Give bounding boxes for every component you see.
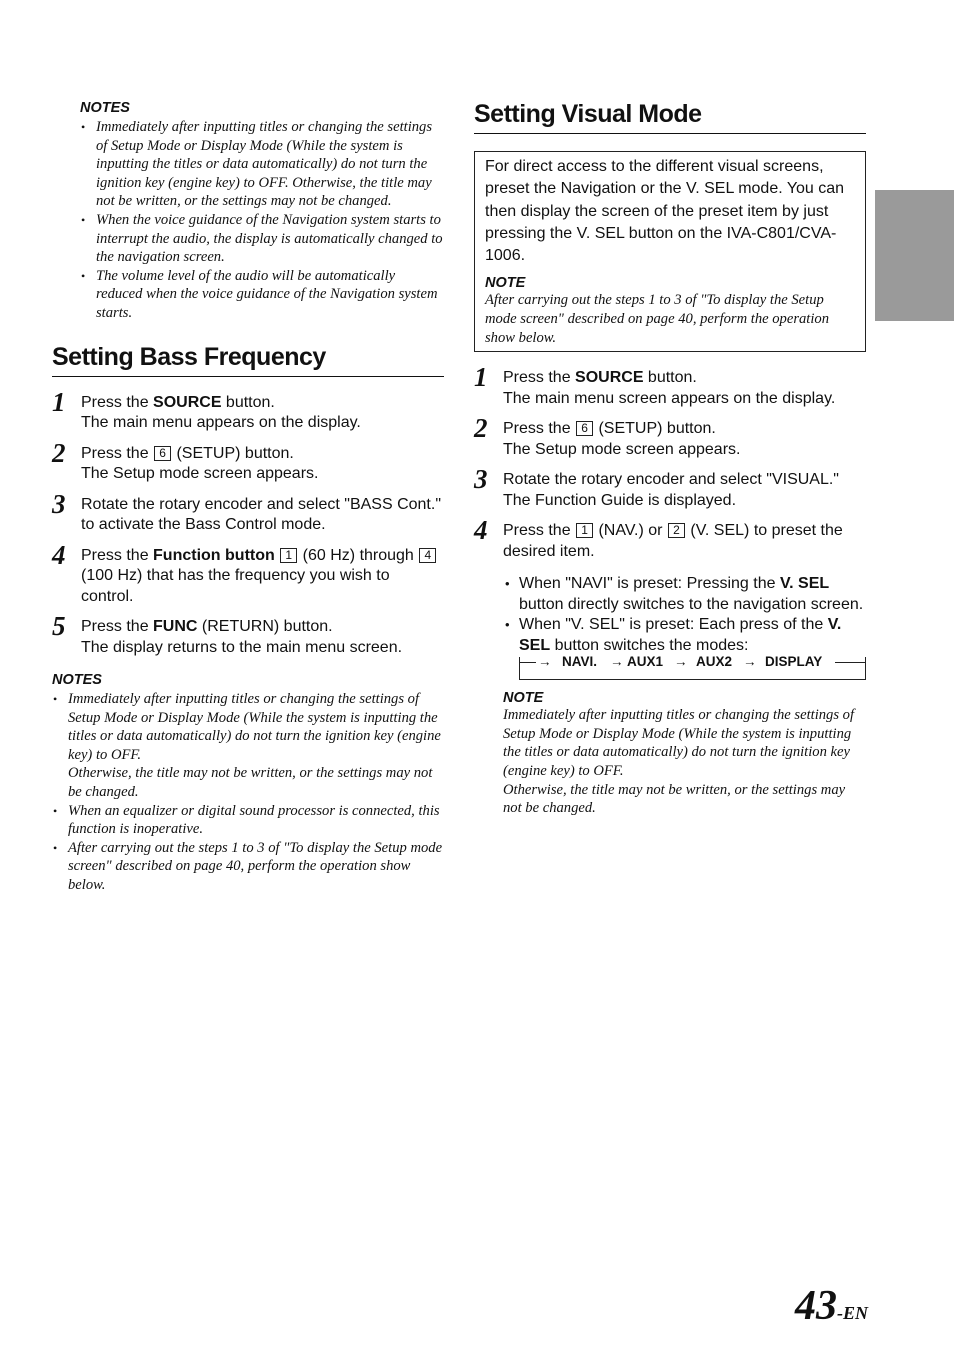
bass-steps: [52, 386, 444, 659]
step-text: Press the: [503, 420, 576, 438]
page-number: [795, 1282, 868, 1330]
note-body: [503, 706, 866, 818]
note-item: • The volume level of the audio will be automatically reduced when the voice guidance of the Navigation system starts.: [80, 267, 444, 323]
mode-flow-diagram: [519, 654, 866, 680]
step-number: 4: [474, 515, 488, 546]
box-note-body: After carrying out the steps 1 to 3 of "To display the Setup mode screen" described on page 40, perform the operation show below.: [485, 292, 830, 346]
flow-item: DISPLAY: [765, 654, 823, 670]
bullet-text: When "NAVI" is preset: Pressing the: [519, 575, 780, 593]
step-text: Press the: [503, 369, 576, 387]
flow-item: AUX1: [627, 654, 664, 670]
step-bold: SOURCE: [153, 393, 222, 411]
step-bold: Function button: [153, 546, 275, 564]
page-suffix: -EN: [837, 1303, 868, 1323]
arrow-right-icon: →: [538, 654, 552, 670]
step-text: Press the: [81, 618, 154, 636]
note-text: Immediately after inputting titles or changing the settings of Setup Mode or Display Mode (While the system is inputting the titles or data automatically) do not turn the ignition key (engine key) to OFF.: [503, 707, 855, 780]
flow-item: AUX2: [696, 654, 733, 670]
step-number: 2: [474, 413, 488, 444]
bottom-notes: [52, 672, 444, 895]
step-number: 4: [52, 539, 66, 570]
step-text: Rotate the rotary encoder and select "BASS Cont." to activate the Bass Control mode.: [81, 495, 441, 534]
arrow-right-icon: →: [743, 654, 757, 670]
step-text: (SETUP) button.: [594, 420, 716, 438]
step-bold: SOURCE: [575, 369, 644, 387]
step-text: Press the: [81, 546, 154, 564]
note-text: Otherwise, the title may not be written, or the settings may not be changed.: [68, 765, 433, 800]
step-result: The main menu screen appears on the display.: [503, 389, 836, 407]
step-3: [52, 488, 444, 536]
step-text: Press the: [503, 522, 576, 540]
note-text: Immediately after inputting titles or changing the settings of Setup Mode or Display Mode (While the system is inputting the titles or data automatically) do not turn the ignition key (engine key) to OFF.: [68, 691, 441, 763]
flow-line: [835, 662, 865, 663]
note-item: • After carrying out the steps 1 to 3 of "To display the Setup mode screen" described on page 40, perform the operation show below.: [52, 839, 444, 895]
bullet-bold: V. SEL: [779, 575, 830, 593]
step-4: [474, 515, 866, 562]
notes-title: NOTES: [80, 100, 130, 116]
step-text: (RETURN) button.: [197, 618, 333, 636]
note-item: • When an equalizer or digital sound processor is connected, this function is inoperative.: [52, 802, 444, 839]
step-number: 3: [52, 488, 66, 519]
step-5: [52, 611, 444, 658]
note-item: [52, 690, 444, 802]
intro-text: For direct access to the different visual screens, preset the Navigation or the V. SEL mode. You can then display the screen of the preset item by just pressing the V. SEL button on the IVA-C801/CVA-1006.: [485, 158, 845, 265]
step-3: [474, 464, 866, 511]
arrow-right-icon: →: [674, 654, 688, 670]
bottom-note: [503, 690, 866, 818]
step-bold: FUNC: [153, 618, 198, 636]
key-2-icon: 2: [668, 523, 685, 538]
step-text: button.: [221, 393, 275, 411]
step-1: [474, 362, 866, 409]
bullet-vsel: [503, 615, 866, 656]
bullet-navi: [503, 574, 866, 615]
visual-steps: [474, 362, 866, 562]
section-heading-bass: Setting Bass Frequency: [52, 343, 444, 377]
bullet-text: button switches the modes:: [550, 636, 749, 654]
preset-bullets: [474, 574, 866, 656]
step-result: The display returns to the main menu screen.: [81, 638, 403, 656]
note-title: NOTE: [503, 690, 544, 707]
key-4-icon: 4: [419, 548, 436, 563]
note-item: • Immediately after inputting titles or changing the settings of Setup Mode or Display Mode (While the system is inputting the titles or data automatically) do not turn the ignition key (engine key) to OFF. Otherwise, the title may not be written, or the settings may not be changed.: [80, 118, 444, 211]
step-number: 1: [474, 362, 488, 393]
step-number: 3: [474, 464, 488, 495]
page-number-value: 43: [795, 1283, 837, 1329]
step-text: (NAV.) or: [594, 522, 667, 540]
side-tab-marker: [875, 190, 954, 321]
step-text: (SETUP) button.: [172, 444, 294, 462]
step-result: The Setup mode screen appears.: [81, 465, 319, 483]
top-notes: [52, 100, 444, 323]
step-text: Press the: [81, 393, 154, 411]
arrow-right-icon: →: [610, 654, 624, 670]
step-result: The Setup mode screen appears.: [503, 440, 741, 458]
step-2: [52, 437, 444, 485]
note-item: • When the voice guidance of the Navigation system starts to interrupt the audio, the display is automatically changed to the navigation screen.: [80, 211, 444, 267]
step-text: button.: [643, 369, 697, 387]
intro-box: [474, 151, 866, 352]
step-4: [52, 539, 444, 608]
step-result: The Function Guide is displayed.: [503, 491, 737, 509]
step-text: (100 Hz) that has the frequency you wish to control.: [81, 567, 390, 605]
step-number: 5: [52, 611, 66, 642]
step-text: (V. SEL) to preset the desired item.: [503, 522, 843, 560]
key-6-icon: 6: [154, 446, 171, 461]
left-column: [52, 100, 444, 895]
bullet-text: button directly switches to the navigation screen.: [519, 595, 864, 613]
step-number: 2: [52, 437, 66, 468]
step-text: Rotate the rotary encoder and select "VISUAL.": [503, 471, 839, 489]
note-text: Otherwise, the title may not be written, or the settings may not be changed.: [503, 781, 846, 817]
key-1-icon: 1: [280, 548, 297, 563]
key-6-icon: 6: [576, 421, 593, 436]
notes-list: [52, 690, 444, 895]
step-2: [474, 413, 866, 460]
step-number: 1: [52, 386, 66, 417]
step-result: The main menu appears on the display.: [81, 414, 361, 432]
right-column: [474, 100, 866, 818]
notes-list: [80, 118, 444, 323]
box-note-title: NOTE: [485, 275, 526, 292]
step-text: Press the: [81, 444, 154, 462]
key-1-icon: 1: [576, 523, 593, 538]
section-heading-visual: Setting Visual Mode: [474, 100, 866, 134]
flow-item: NAVI.: [562, 654, 598, 670]
bullet-text: When "V. SEL" is preset: Each press of the: [519, 616, 828, 634]
notes-title: NOTES: [52, 672, 102, 689]
step-text: (60 Hz) through: [298, 546, 419, 564]
step-1: [52, 386, 444, 434]
bullet-bold: V. SEL: [519, 616, 842, 654]
